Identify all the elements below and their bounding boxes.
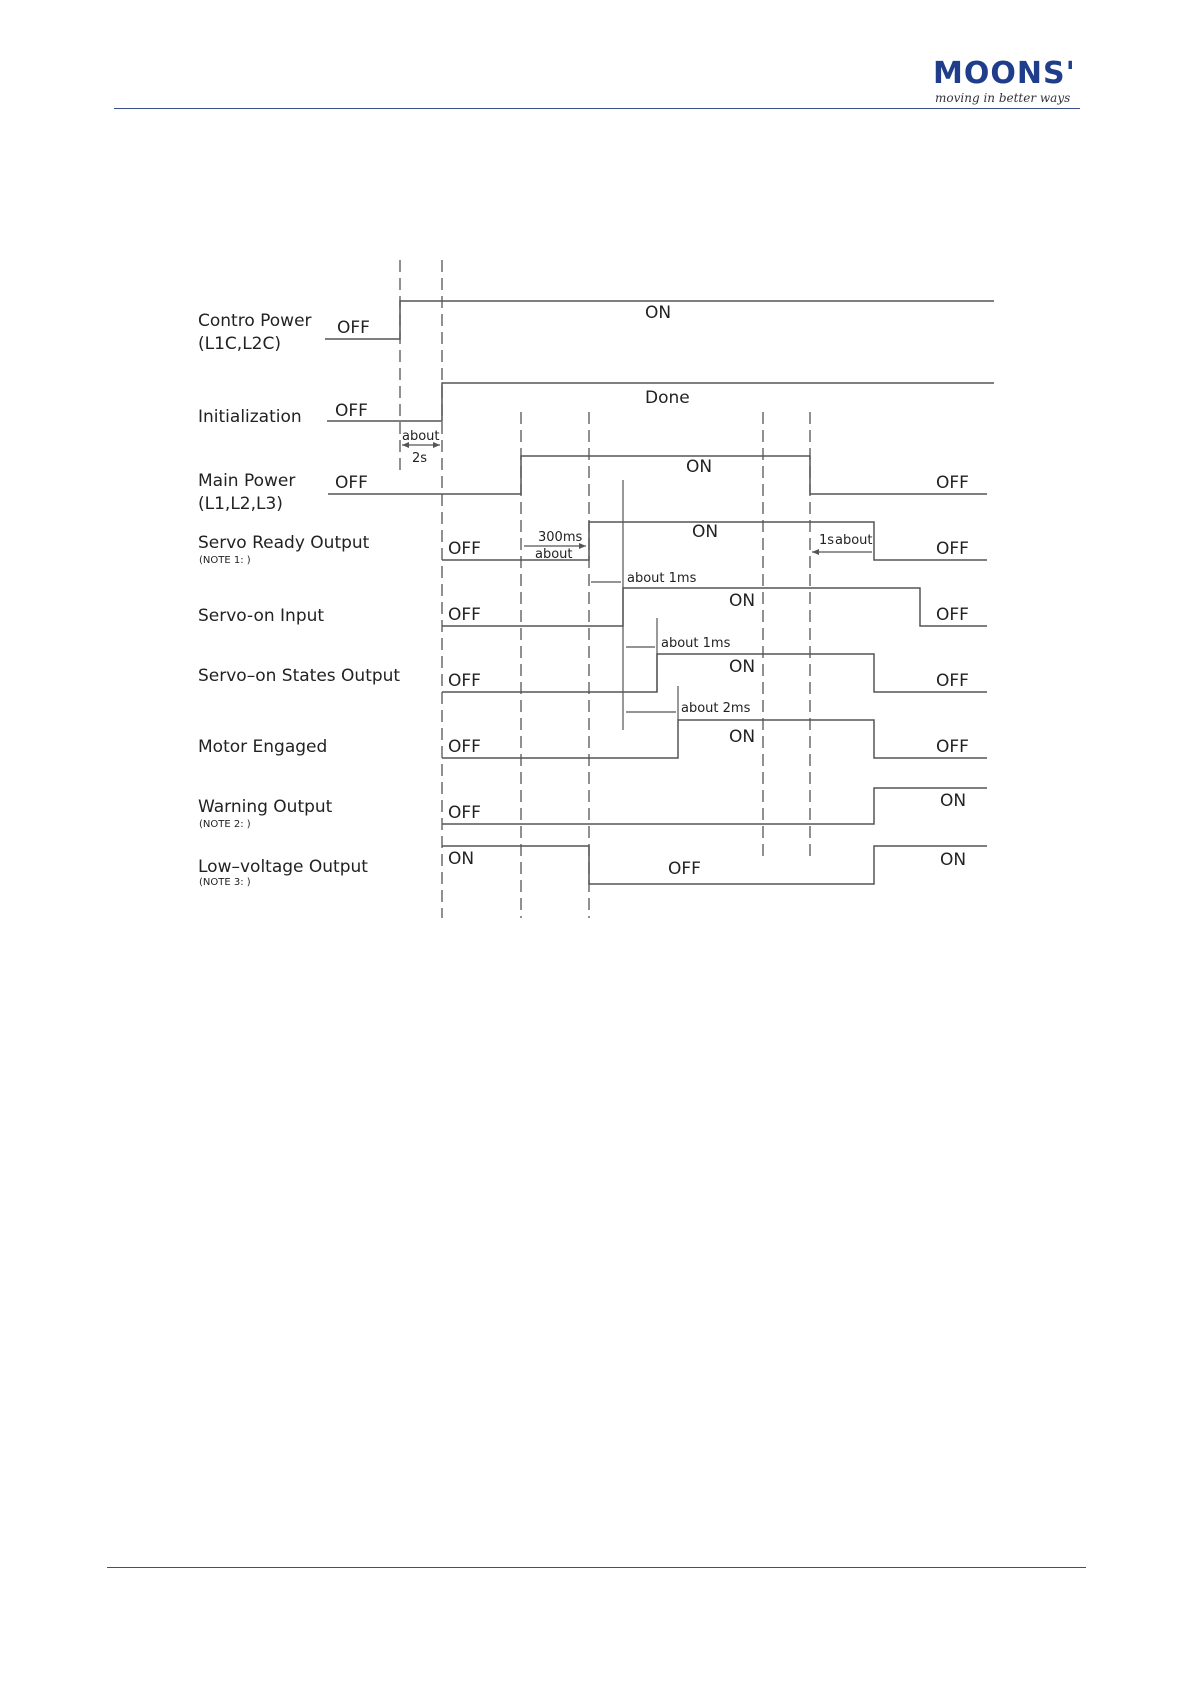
signal-label-low-voltage: Low–voltage Output [198, 857, 368, 877]
level-main-power-off-end: OFF [936, 473, 969, 493]
level-motor-on: ON [729, 727, 756, 747]
level-control-power-on: ON [645, 303, 672, 323]
level-main-power-on: ON [686, 457, 713, 477]
timing-init-2s: 2s [412, 451, 428, 466]
signal-label-motor-engaged: Motor Engaged [198, 737, 328, 757]
level-servo-ready-off-end: OFF [936, 539, 969, 559]
level-servo-ready-on: ON [692, 522, 719, 542]
level-servo-on-input-off: OFF [448, 605, 481, 625]
level-warning-on: ON [940, 791, 967, 811]
waveform-warning [442, 788, 987, 824]
arrowhead-off-left [812, 549, 819, 555]
signal-label-servo-on-input: Servo-on Input [198, 606, 325, 626]
level-low-voltage-off: OFF [668, 859, 701, 879]
timing-motor-2ms: about 2ms [681, 701, 751, 716]
waveform-servo-on-states [442, 654, 987, 692]
timing-init-about: about [402, 429, 440, 444]
level-servo-on-states-on: ON [729, 657, 756, 677]
level-main-power-off: OFF [335, 473, 368, 493]
level-control-power-off: OFF [337, 318, 370, 338]
signal-label-servo-on-states: Servo–on States Output [198, 666, 401, 686]
level-init-done: Done [645, 388, 690, 408]
logo-wordmark: MOONS' [933, 56, 1076, 91]
level-low-voltage-on-end: ON [940, 850, 967, 870]
signal-sublabel-main-power: (L1,L2,L3) [198, 494, 283, 514]
waveform-servo-on-input [442, 588, 987, 626]
level-servo-on-input-on: ON [729, 591, 756, 611]
signal-label-main-power: Main Power [198, 471, 296, 491]
timing-ready-about: about [535, 547, 573, 562]
timing-servo-on-1ms: about 1ms [627, 571, 697, 586]
level-servo-on-input-off-end: OFF [936, 605, 969, 625]
signal-note-warning: (NOTE 2: ) [199, 819, 251, 830]
signal-label-warning: Warning Output [198, 797, 333, 817]
waveform-motor-engaged [442, 720, 987, 758]
logo-tagline: moving in better ways [935, 91, 1071, 105]
timing-states-1ms: about 1ms [661, 636, 731, 651]
signal-label-initialization: Initialization [198, 407, 302, 427]
signal-note-low-voltage: (NOTE 3: ) [199, 877, 251, 888]
signal-note-servo-ready: (NOTE 1: ) [199, 555, 251, 566]
level-servo-on-states-off-end: OFF [936, 671, 969, 691]
signal-sublabel-control-power: (L1C,L2C) [198, 334, 281, 354]
waveform-low-voltage [442, 846, 987, 884]
level-servo-ready-off: OFF [448, 539, 481, 559]
level-warning-off: OFF [448, 803, 481, 823]
footer-divider [107, 1567, 1086, 1568]
timing-ready-300ms: 300ms [538, 530, 583, 545]
timing-off-1s: 1s [819, 533, 835, 548]
level-motor-off-end: OFF [936, 737, 969, 757]
timing-off-about: about [835, 533, 873, 548]
level-servo-on-states-off: OFF [448, 671, 481, 691]
level-low-voltage-on: ON [448, 849, 475, 869]
signal-label-servo-ready: Servo Ready Output [198, 533, 370, 553]
signal-label-control-power: Contro Power [198, 311, 312, 331]
level-motor-off: OFF [448, 737, 481, 757]
level-init-off: OFF [335, 401, 368, 421]
